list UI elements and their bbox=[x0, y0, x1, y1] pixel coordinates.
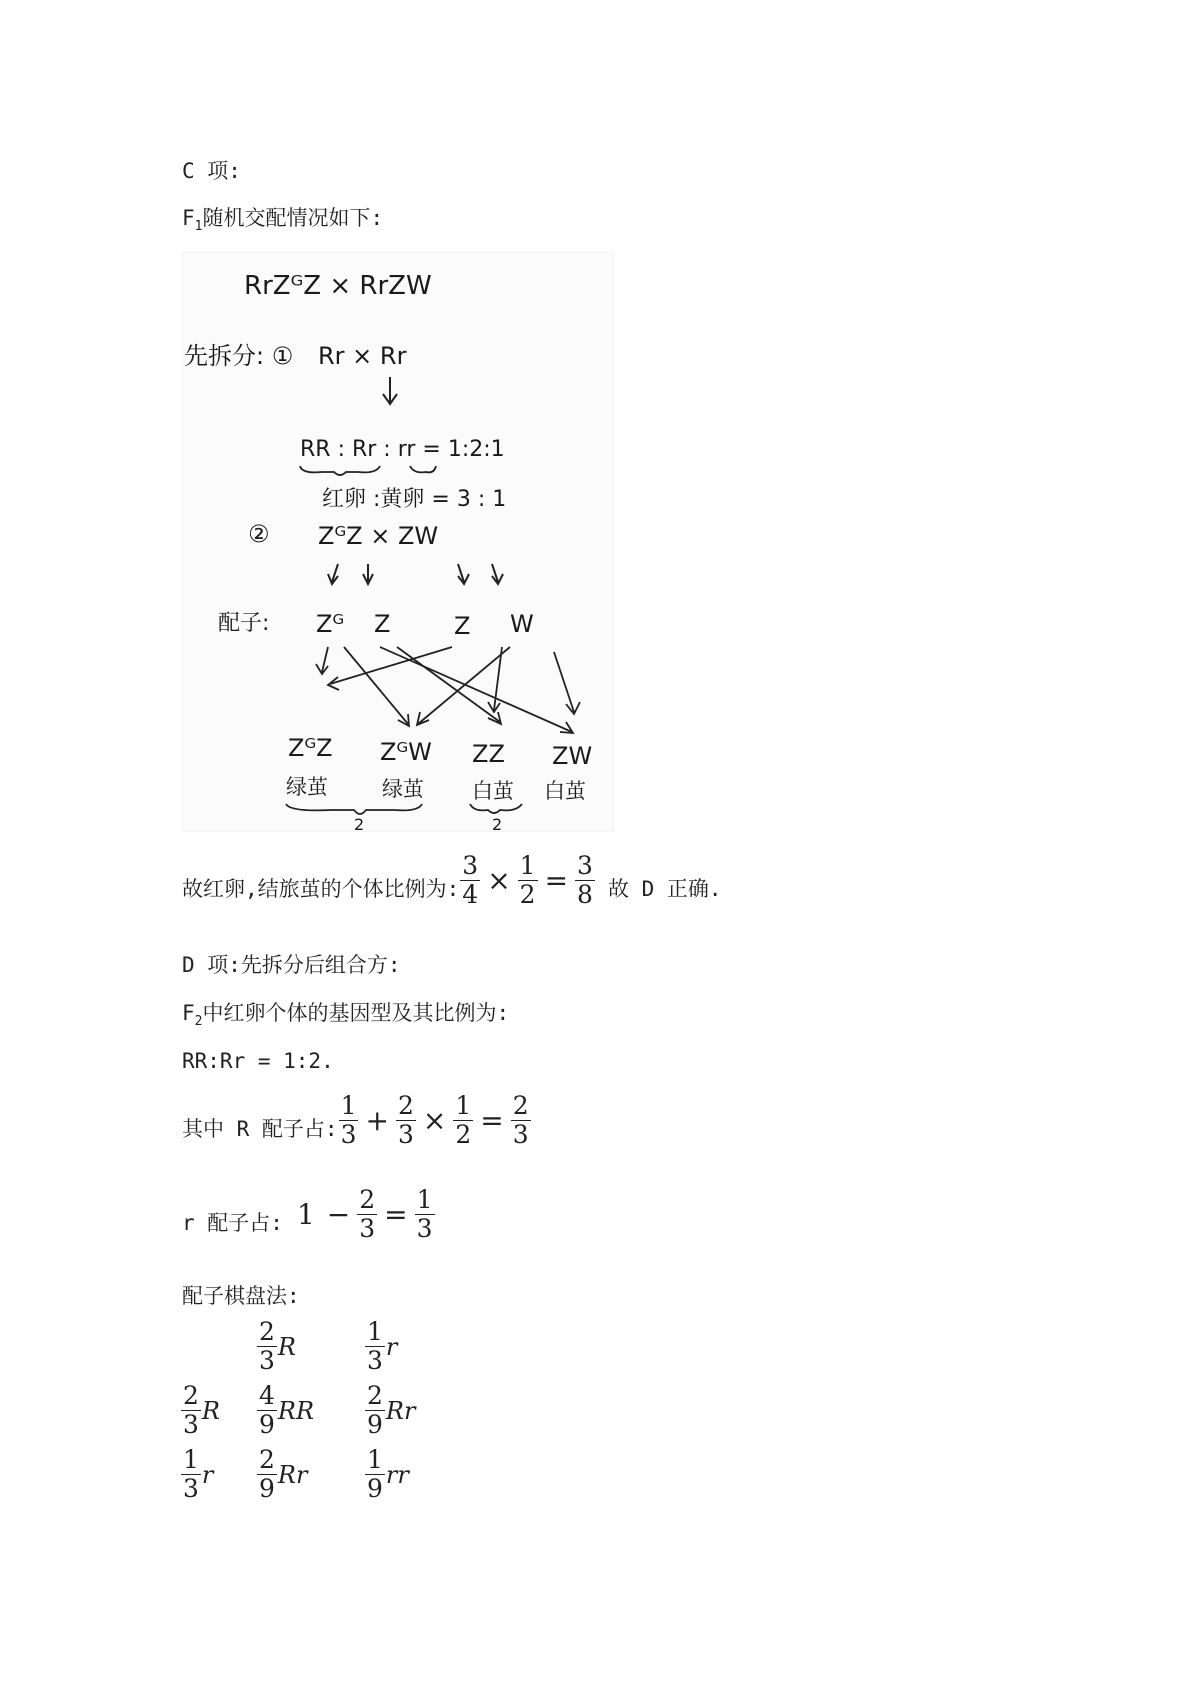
denominator: 9 bbox=[259, 1474, 275, 1503]
fraction bbox=[258, 1446, 276, 1503]
col-header-2 bbox=[364, 1318, 397, 1375]
punnett-cell bbox=[364, 1446, 409, 1503]
allele-symbol: R bbox=[201, 1396, 220, 1425]
offspring-2: ZᴳW bbox=[380, 738, 432, 766]
fraction bbox=[340, 1092, 358, 1149]
col-header-1 bbox=[256, 1318, 296, 1375]
punnett-cell bbox=[364, 1382, 415, 1439]
genotype: RR bbox=[277, 1396, 315, 1425]
operator: = bbox=[384, 1198, 408, 1231]
numerator: 3 bbox=[577, 851, 593, 880]
step1-label: 先拆分: ① bbox=[184, 342, 294, 370]
row-header-1 bbox=[180, 1382, 220, 1439]
genotype: Rr bbox=[277, 1460, 308, 1489]
pheno-3: 白茧 bbox=[472, 779, 514, 803]
numerator: 1 bbox=[519, 851, 536, 880]
section-c-heading: C 项: bbox=[182, 159, 241, 183]
denominator: 2 bbox=[519, 880, 536, 909]
fraction bbox=[461, 852, 479, 909]
r-upper-expr bbox=[182, 1092, 532, 1149]
conclusion-c bbox=[182, 852, 722, 909]
r-lower-label: r 配子占: bbox=[182, 1211, 283, 1235]
denominator: 9 bbox=[367, 1474, 383, 1503]
f2-f: F bbox=[182, 1001, 195, 1025]
numerator: 2 bbox=[512, 1091, 529, 1120]
gamete-2: Z bbox=[374, 610, 391, 638]
fraction bbox=[416, 1186, 434, 1243]
denominator: 3 bbox=[416, 1214, 433, 1243]
numerator: 1 bbox=[183, 1445, 199, 1474]
operator: + bbox=[365, 1104, 389, 1137]
numerator: 2 bbox=[259, 1445, 275, 1474]
step1-pheno: 红卵 :黄卵 = 3 : 1 bbox=[322, 487, 507, 512]
f2-text: 中红卵个体的基因型及其比例为: bbox=[202, 1001, 510, 1025]
intro-sub: 1 bbox=[194, 219, 203, 234]
step1-ratio: RR : Rr : rr = 1:2:1 bbox=[300, 437, 505, 462]
section-c-intro bbox=[182, 205, 383, 235]
punnett-cell bbox=[256, 1382, 314, 1439]
step2-label: ② bbox=[248, 520, 270, 548]
numerator: 3 bbox=[462, 851, 479, 880]
fraction bbox=[397, 1092, 415, 1149]
conclusion-c-post: 故 D 正确. bbox=[607, 877, 722, 901]
gamete-1: Zᴳ bbox=[316, 610, 345, 638]
allele-symbol: R bbox=[277, 1332, 296, 1361]
section-d-line2 bbox=[182, 1000, 509, 1030]
operator: = bbox=[480, 1104, 504, 1137]
denominator: 3 bbox=[259, 1346, 275, 1375]
step2-cross: ZᴳZ × ZW bbox=[318, 522, 439, 550]
denominator: 3 bbox=[397, 1120, 414, 1149]
gamete-3: Z bbox=[454, 612, 471, 640]
denominator: 3 bbox=[359, 1214, 376, 1243]
fraction bbox=[358, 1186, 376, 1243]
denominator: 3 bbox=[183, 1474, 199, 1503]
numerator: 1 bbox=[367, 1317, 383, 1346]
operator: = bbox=[544, 864, 569, 897]
numerator: 1 bbox=[455, 1091, 472, 1120]
cross-top: RrZᴳZ × RrZW bbox=[244, 271, 432, 301]
denominator: 4 bbox=[462, 880, 479, 909]
fraction bbox=[519, 852, 537, 909]
intro-text: 随机交配情况如下: bbox=[202, 206, 384, 230]
punnett-label: 配子棋盘法: bbox=[182, 1284, 300, 1308]
operator: − bbox=[326, 1198, 351, 1231]
numerator: 1 bbox=[340, 1091, 357, 1120]
numerator: 2 bbox=[359, 1185, 376, 1214]
denominator: 9 bbox=[259, 1410, 275, 1439]
fraction bbox=[366, 1446, 384, 1503]
denominator: 3 bbox=[512, 1120, 529, 1149]
fraction bbox=[258, 1318, 276, 1375]
denominator: 3 bbox=[183, 1410, 199, 1439]
row-header-2 bbox=[180, 1446, 213, 1503]
fraction bbox=[182, 1446, 200, 1503]
offspring-1: ZᴳZ bbox=[288, 734, 333, 762]
fraction bbox=[576, 852, 594, 909]
r-upper-label: 其中 R 配子占: bbox=[182, 1117, 338, 1141]
numerator: 1 bbox=[416, 1185, 433, 1214]
genotype: Rr bbox=[385, 1396, 416, 1425]
gamete-4: W bbox=[510, 610, 534, 638]
offspring-4: ZW bbox=[552, 742, 593, 770]
section-d-heading: D 项:先拆分后组合方: bbox=[182, 953, 401, 977]
denominator: 8 bbox=[577, 880, 593, 909]
conclusion-c-text: 故红卵,结旅茧的个体比例为: bbox=[182, 877, 460, 901]
gamete-label: 配子: bbox=[218, 611, 270, 636]
operator: × bbox=[422, 1104, 447, 1137]
numerator: 2 bbox=[367, 1381, 383, 1410]
fraction bbox=[182, 1382, 200, 1439]
pheno-4: 白茧 bbox=[544, 779, 586, 803]
numerator: 1 bbox=[367, 1445, 383, 1474]
f2-sub: 2 bbox=[194, 1014, 203, 1029]
fraction bbox=[512, 1092, 530, 1149]
r-lower-expr bbox=[182, 1186, 436, 1243]
allele-symbol: r bbox=[385, 1332, 398, 1361]
ratio-line: RR:Rr = 1:2. bbox=[182, 1049, 334, 1073]
fraction bbox=[258, 1382, 276, 1439]
numerator: 2 bbox=[397, 1091, 414, 1120]
pheno-1: 绿茧 bbox=[286, 775, 328, 799]
fraction bbox=[454, 1092, 472, 1149]
figure-svg bbox=[182, 252, 614, 832]
offspring-3: ZZ bbox=[472, 740, 505, 768]
punnett-cell bbox=[256, 1446, 307, 1503]
handwritten-genetics-figure bbox=[182, 252, 614, 832]
fraction bbox=[366, 1382, 384, 1439]
intro-f: F bbox=[182, 206, 195, 230]
genotype: rr bbox=[385, 1460, 409, 1489]
operator: × bbox=[487, 864, 511, 897]
fraction bbox=[366, 1318, 384, 1375]
brace-value-2: 2 bbox=[492, 815, 503, 832]
allele-symbol: r bbox=[201, 1460, 214, 1489]
denominator: 2 bbox=[455, 1120, 472, 1149]
numerator: 4 bbox=[259, 1381, 275, 1410]
denominator: 9 bbox=[367, 1410, 383, 1439]
numerator: 2 bbox=[183, 1381, 199, 1410]
step1-cross: Rr × Rr bbox=[318, 342, 407, 370]
brace-value-1: 2 bbox=[354, 815, 365, 832]
denominator: 3 bbox=[340, 1120, 357, 1149]
pheno-2: 绿茧 bbox=[382, 777, 424, 801]
lead-one: 1 bbox=[296, 1198, 315, 1231]
numerator: 2 bbox=[259, 1317, 275, 1346]
denominator: 3 bbox=[367, 1346, 383, 1375]
